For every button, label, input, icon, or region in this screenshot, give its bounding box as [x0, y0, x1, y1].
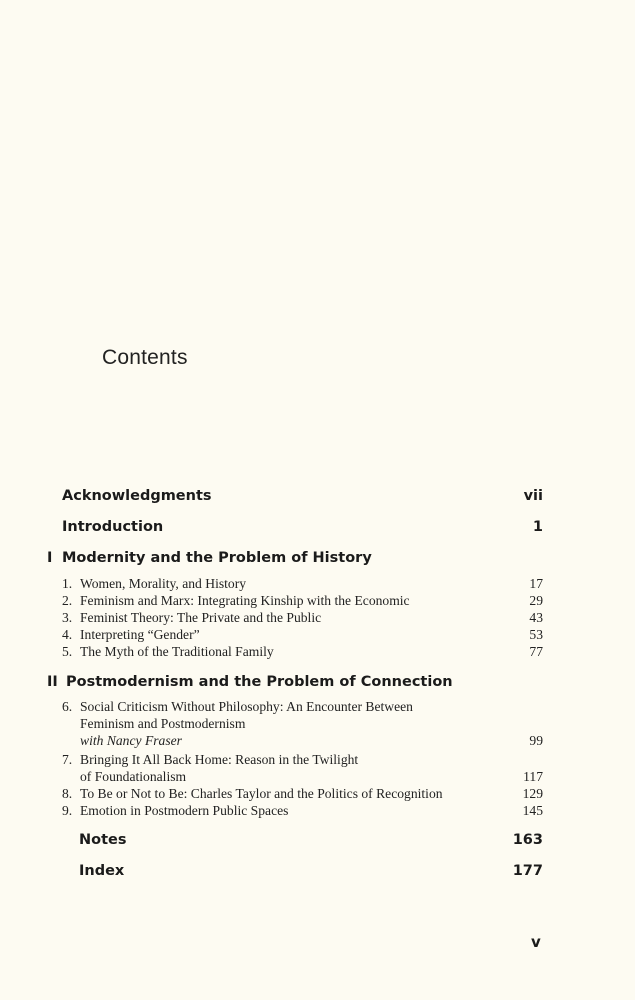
toc-entry-page: vii [523, 488, 543, 504]
chapter-title-line-1: Bringing It All Back Home: Reason in the Twilight [80, 752, 359, 767]
chapter-page: 29 [529, 593, 543, 608]
chapter-title-line-2: Feminism and Postmodernism [80, 716, 246, 731]
chapter-number: 7. [62, 752, 73, 767]
chapter-number: 5. [62, 644, 73, 659]
toc-chapter-9[interactable] [0, 803, 635, 823]
chapter-page: 77 [529, 644, 543, 659]
chapter-page: 17 [529, 576, 543, 591]
chapter-page: 117 [523, 769, 543, 784]
chapter-title: Feminism and Marx: Integrating Kinship with the Economic [80, 593, 410, 608]
toc-entry-page: 1 [532, 519, 543, 535]
toc-entry-page: 163 [512, 832, 543, 848]
chapter-title: Interpreting “Gender” [80, 627, 200, 642]
chapter-number: 4. [62, 627, 73, 642]
chapter-number: 9. [62, 803, 73, 818]
part-heading-1 [0, 550, 635, 570]
chapter-title: Feminist Theory: The Private and the Public [80, 610, 322, 625]
toc-entry-label: Notes [79, 832, 127, 848]
part-heading-2 [0, 674, 635, 694]
toc-entry-index[interactable] [0, 863, 635, 883]
part-number: I [47, 550, 53, 566]
page-title: Contents [102, 346, 188, 369]
toc-entry-introduction[interactable] [0, 519, 635, 539]
part-title: Modernity and the Problem of History [62, 550, 372, 566]
chapter-page: 99 [529, 733, 543, 748]
chapter-title: The Myth of the Traditional Family [80, 644, 274, 659]
toc-entry-label: Index [79, 863, 125, 879]
chapter-title-line-2: of Foundationalism [80, 769, 187, 784]
toc-chapter-5[interactable] [0, 644, 635, 664]
chapter-number: 8. [62, 786, 73, 801]
chapter-coauthor: with Nancy Fraser [80, 733, 182, 748]
chapter-page: 43 [529, 610, 543, 625]
part-number: II [47, 674, 58, 690]
toc-entry-acknowledgments[interactable] [0, 488, 635, 508]
chapter-number: 2. [62, 593, 73, 608]
chapter-page: 53 [529, 627, 543, 642]
chapter-number: 3. [62, 610, 73, 625]
toc-entry-label: Acknowledgments [62, 488, 212, 504]
toc-entry-page: 177 [512, 863, 543, 879]
chapter-page: 129 [522, 786, 543, 801]
chapter-number: 1. [62, 576, 73, 591]
toc-entry-notes[interactable] [0, 832, 635, 852]
chapter-title-line-1: Social Criticism Without Philosophy: An Encounter Between [80, 699, 413, 714]
chapter-title: Women, Morality, and History [80, 576, 247, 591]
chapter-page: 145 [522, 803, 543, 818]
part-title: Postmodernism and the Problem of Connection [66, 674, 453, 690]
page-number: v [531, 933, 541, 951]
chapter-title: Emotion in Postmodern Public Spaces [80, 803, 289, 818]
chapter-number: 6. [62, 699, 73, 714]
toc-entry-label: Introduction [62, 519, 164, 535]
chapter-title: To Be or Not to Be: Charles Taylor and the Politics of Recognition [80, 786, 443, 801]
